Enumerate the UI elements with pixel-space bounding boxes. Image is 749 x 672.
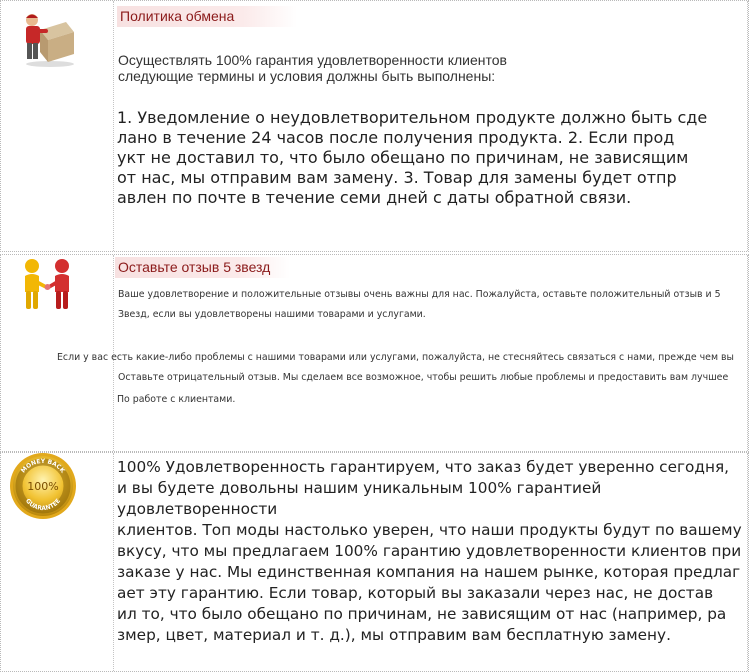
- delivery-box-icon: [18, 10, 78, 68]
- feedback-text-line: По работе с клиентами.: [117, 394, 236, 405]
- intro-line: следующие термины и условия должны быть выполнены:: [118, 68, 496, 84]
- intro-line: Осуществлять 100% гарантия удовлетворенности клиентов: [118, 52, 507, 68]
- guarantee-text: 100% Удовлетворенность гарантируем, что заказ будет уверенно сегодня, и вы будете довольны нашим уникальным 100% гарантией удовлетворенности клиентов. Топ моды настолько уверен, что наши продукты будут по вашему вкусу, что мы предлагаем 100% гарантию удовлетворенности клиентов при заказе у нас. Мы единственная компания на нашем рынке, которая предлаг ает эту гарантию. Если товар, который вы заказали через нас, не достав ил то, что было обещано по причинам, не зависящим от нас (например, ра змер, цвет, материал и т. д.), мы отправим вам бесплатную замену.: [117, 458, 742, 644]
- exchange-policy-intro: [118, 52, 588, 84]
- handshake-icon: [20, 256, 76, 314]
- column-divider: [113, 1, 114, 251]
- feedback-title: Оставьте отзыв 5 звезд: [115, 257, 290, 278]
- column-divider: [747, 453, 748, 671]
- feedback-text-line: Звезд, если вы удовлетворены нашими товарами и услугами.: [118, 309, 426, 320]
- feedback-text-line: Ваше удовлетворение и положительные отзывы очень важны для нас. Пожалуйста, оставьте положительный отзыв и 5: [118, 289, 721, 300]
- badge-ring-top-text: MONEY BACK: [19, 457, 67, 475]
- exchange-terms-text: 1. Уведомление о неудовлетворительном продукте должно быть сде лано в течение 24 часов после получения продукта. 2. Если прод укт не доставил то, что было обещано по причинам, не зависящим от нас, мы отправим вам замену. 3. Товар для замены будет отпр авлен по почте в течение семи дней с даты обратной связи.: [117, 108, 708, 207]
- feedback-text-line: Если у вас есть какие-либо проблемы с нашими товарами или услугами, пожалуйста, не стесняйтесь связаться с нами, прежде чем вы: [57, 352, 734, 363]
- guarantee-badge-icon: [6, 451, 80, 521]
- feedback-text-line: Оставьте отрицательный отзыв. Мы сделаем все возможное, чтобы решить любые проблемы и предоставить вам лучшее: [118, 372, 729, 383]
- column-divider: [747, 255, 748, 451]
- column-divider: [747, 1, 748, 251]
- badge-ring-text: GUARANTEE: [23, 497, 63, 513]
- badge-percent-text: 100%: [27, 480, 59, 493]
- exchange-policy-title: Политика обмена: [117, 6, 297, 27]
- column-divider: [113, 453, 114, 671]
